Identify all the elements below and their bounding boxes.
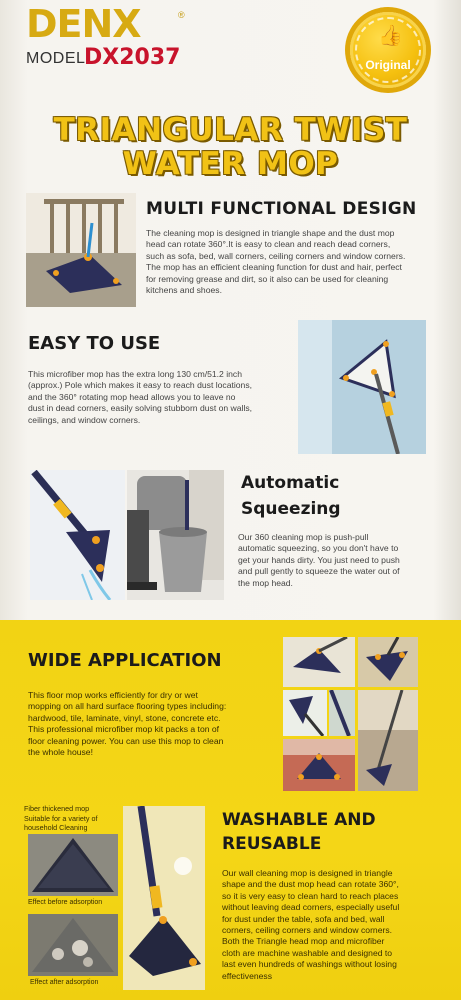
squeeze-line: automatic squeezing, so you don't have to — [238, 543, 399, 554]
easy-line: and the 360° rotating mop head allows you to leave no — [28, 391, 236, 402]
washable-line: without leaving dead corners, especially useful — [222, 902, 400, 913]
wide-line: This professional microfiber mop kit packs a ton of — [28, 724, 220, 735]
ceiling-corner-photo — [298, 320, 426, 454]
wide-line: hardwood, tile, laminate, vinyl, stone, concrete etc. — [28, 712, 221, 723]
washable-line: Both the Triangle head mop and microfiber — [222, 936, 385, 947]
multi-text — [146, 228, 446, 296]
washable-text — [222, 868, 452, 982]
multi-heading: MULTI FUNCTIONAL DESIGN — [146, 199, 417, 219]
washable-line: corners, ceiling corners and window corners. — [222, 925, 393, 936]
fiber-caption-line: Fiber thickened mop — [24, 804, 90, 813]
application-photo-tile — [358, 637, 418, 687]
application-photo-floor — [283, 637, 355, 687]
wide-line: This floor mop works efficiently for dry or wet — [28, 690, 198, 700]
corner-cleaning-photo — [26, 193, 136, 307]
wide-line: floor cleaning power. You can use this mop to clean — [28, 735, 224, 746]
title-line-1: TRIANGULAR TWIST — [53, 112, 408, 148]
squeeze-heading — [241, 470, 341, 522]
washable-heading-line: WASHABLE AND — [222, 810, 376, 830]
easy-text — [28, 369, 298, 426]
fiber-caption-line: household Cleaning — [24, 823, 88, 833]
seal-text: Original — [365, 58, 411, 72]
after-label: Effect after adsorption — [30, 979, 99, 986]
squeeze-text — [238, 532, 448, 589]
before-label: Effect before adsorption — [28, 899, 103, 906]
squeeze-line: get your hands dirty. You just need to push — [238, 554, 400, 565]
squeeze-line: the mop head. — [238, 577, 293, 588]
washable-mop-photo — [123, 806, 205, 990]
multi-line: such as sofa, bed, wall corners, ceiling corners and window corners. — [146, 250, 406, 261]
squeeze-heading-line: Automatic — [241, 473, 340, 493]
multi-line: for removing grease and dirt, so it also can be used for cleaning — [146, 273, 389, 284]
application-photo-red-floor — [283, 739, 355, 791]
brand-logo: DENX — [26, 2, 141, 46]
washable-line: Our wall cleaning mop is designed in triangle — [222, 868, 393, 878]
before-adsorption-photo — [28, 834, 118, 896]
squeeze-line: Our 360 cleaning mop is push-pull — [238, 532, 369, 542]
easy-line: This microfiber mop has the extra long 130 cm/51.2 inch — [28, 369, 242, 379]
easy-line: (approx.) Pole which makes it easy to reach dust locations, — [28, 380, 253, 391]
after-adsorption-photo — [28, 914, 118, 976]
registered-mark: ® — [178, 10, 185, 20]
model-label: MODEL — [26, 50, 86, 67]
wide-line: mopping on all hard surface flooring types including: — [28, 701, 227, 712]
multi-line: head can rotate 360°.It is easy to clean and reach dead corners, — [146, 239, 391, 250]
wide-heading: WIDE APPLICATION — [28, 650, 222, 671]
easy-line: dust in dead corners, easily solving stubborn dust on walls, — [28, 403, 253, 414]
washable-heading — [222, 808, 376, 856]
application-photo-wall — [283, 690, 327, 736]
washable-heading-line: REUSABLE — [222, 834, 322, 854]
washable-line: last even hundreds of washings without losing — [222, 959, 397, 970]
washable-line: cloth are machine washable and designed to — [222, 947, 393, 958]
washable-line: effectiveness — [222, 970, 273, 981]
multi-line: kitchens and shoes. — [146, 285, 222, 296]
bucket-photo — [127, 470, 224, 600]
application-photo-corner — [329, 690, 355, 736]
washable-line: shape and the dust mop head can rotate 360°, — [222, 879, 399, 890]
squeeze-heading-line: Squeezing — [241, 499, 341, 519]
squeeze-closeup-photo — [30, 470, 125, 600]
model-number: DX2037 — [84, 45, 181, 70]
multi-line: The mop has an efficient cleaning function for dust and hair, perfect — [146, 262, 402, 273]
thumbs-up-icon: 👍 — [378, 25, 403, 47]
wide-line: the whole house! — [28, 747, 93, 758]
application-photo-kitchen — [358, 690, 418, 791]
squeeze-line: and pull gently to squeeze the water out of — [238, 566, 400, 577]
wide-text — [28, 690, 288, 758]
fiber-caption-line: Suitable for a variety of — [24, 813, 98, 823]
washable-line: so it is very easy to clean hard to reach places — [222, 890, 399, 901]
title-line-2: WATER MOP — [122, 146, 339, 182]
multi-line: The cleaning mop is designed in triangle shape and the dust mop — [146, 228, 395, 238]
easy-line: ceilings, and window corners. — [28, 414, 141, 425]
washable-line: for dust under the table, sofa and bed, wall — [222, 913, 385, 924]
fiber-caption — [24, 804, 124, 833]
easy-heading: EASY TO USE — [28, 333, 161, 354]
